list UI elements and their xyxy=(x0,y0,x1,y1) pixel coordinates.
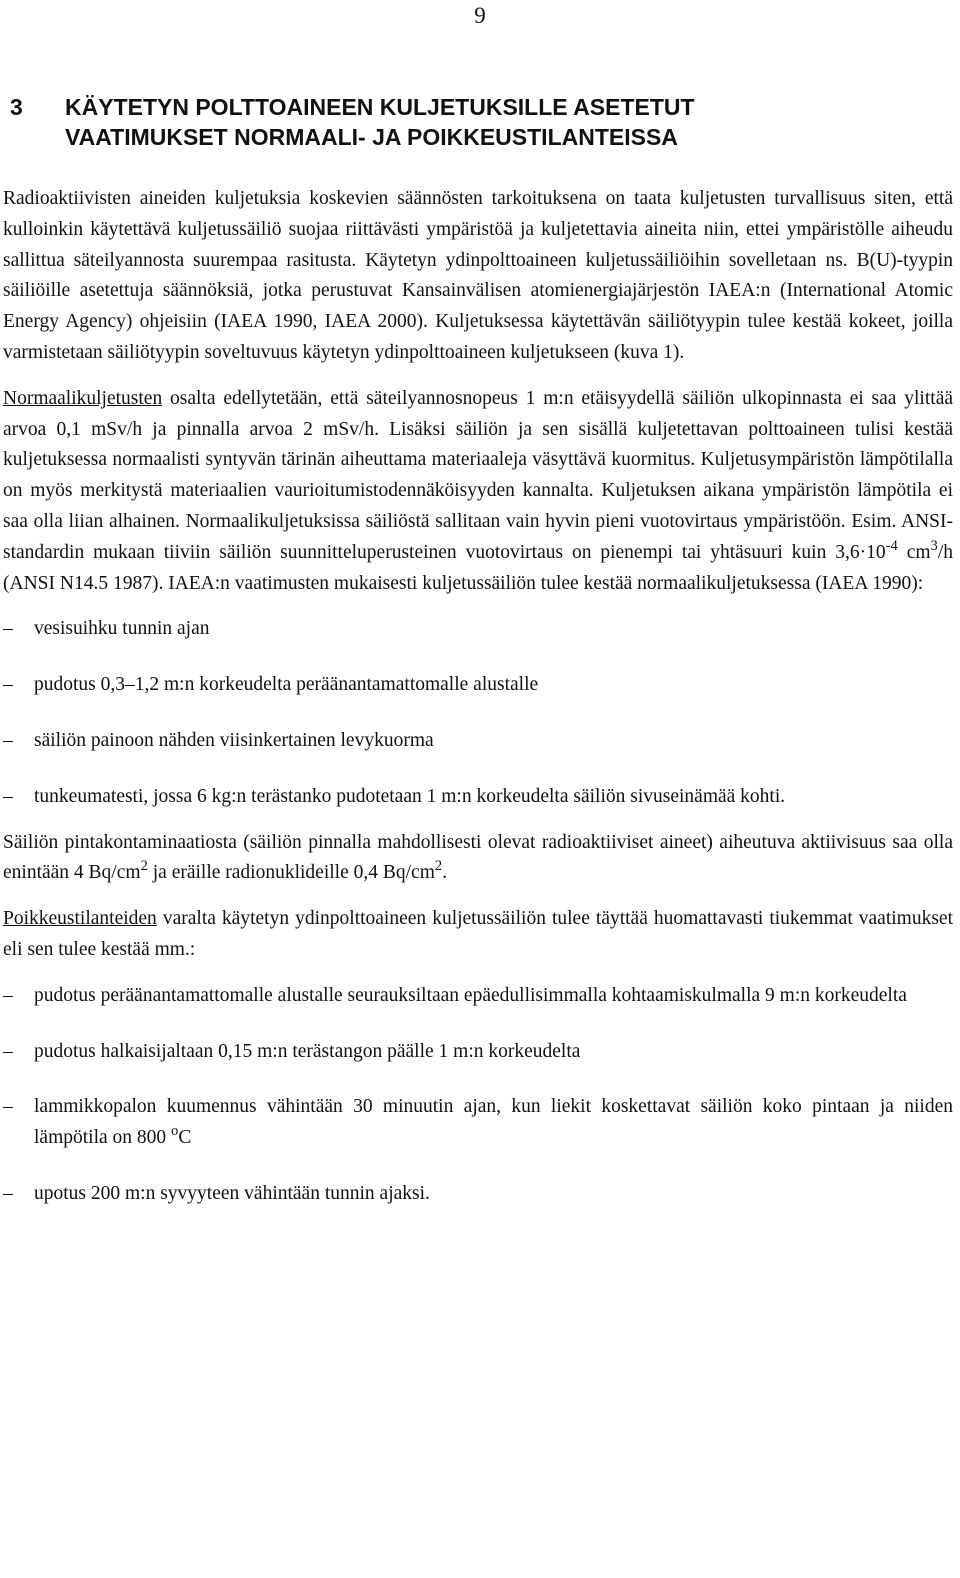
para2-text-c: /h (ANSI N14.5 1987). IAEA:n vaatimusten mukaisesti kuljetussäiliön tulee kestää normaalikuljetuksessa (IAEA 1990): xyxy=(3,541,954,594)
page-number: 9 xyxy=(474,3,486,28)
para4-text: varalta käytetyn ydinpolttoaineen kuljetussäiliön tulee täyttää huomattavasti tiukemmat vaatimukset eli sen tulee kestää mm.: xyxy=(3,908,953,960)
list-item: – pudotus halkaisijaltaan 0,15 m:n terästangon päälle 1 m:n korkeudelta xyxy=(3,1037,953,1068)
para2-text-a: osalta edellytetään, että säteilyannosnopeus 1 m:n etäisyydellä säiliön ulkopinnasta ei saa ylittää arvoa 0,1 mSv/h ja pinnalla arvoa 2 mSv/h. Lisäksi säiliön ja sen sisällä kuljetettavan polttoaineen tulisi kestää kuljetuksessa normaalisti syntyvän tärinän aiheuttama materiaaleja väsyttävä kuormitus. Kuljetusympäristön lämpötilalla on myös merkitystä materiaalien vaurioitumistodennäköisyyden kannalta. Kuljetuksen aikana ympäristön lämpötila ei saa olla liian alhainen. Normaalikuljetuksissa säiliöstä sallitaan vain hyvin pieni vuotovirtaus ympäristöön. Esim. ANSI-standardin mukaan tiiviin säiliön suunnitteluperusteinen vuotovirtaus on pienempi tai yhtäsuuri kuin 3,6·10 xyxy=(3,387,953,563)
para3-text-a: Säiliön pintakontaminaatiosta (säiliön pinnalla mahdollisesti olevat radioaktiiviset aineet) aiheutuva aktiivisuus saa olla enintään 4 Bq/cm xyxy=(3,831,953,884)
paragraph-normal-transport xyxy=(3,384,953,600)
section-title-line2: VAATIMUKSET NORMAALI- JA POIKKEUSTILANTEISSA xyxy=(65,124,678,150)
para3-text-c: . xyxy=(442,862,448,884)
list-item: – upotus 200 m:n syvyyteen vähintään tunnin ajaksi. xyxy=(3,1179,953,1210)
exponent-2: 2 xyxy=(434,858,443,875)
list-item: – tunkeumatesti, jossa 6 kg:n terästanko pudotetaan 1 m:n korkeudelta säiliön sivuseinämää kohti. xyxy=(3,782,953,813)
exponent-minus4: -4 xyxy=(885,537,898,554)
term-normal-transport: Normaalikuljetusten xyxy=(3,387,163,409)
list-item: – vesisuihku tunnin ajan xyxy=(3,614,953,645)
para2-text-b: cm xyxy=(897,541,931,563)
normal-test-list xyxy=(3,614,953,812)
exponent-2: 2 xyxy=(140,858,148,875)
accident-test-list xyxy=(3,981,953,1210)
section-number: 3 xyxy=(10,94,23,120)
term-accident-situations: Poikkeustilanteiden xyxy=(3,908,157,930)
heading-line-1 xyxy=(10,92,950,122)
list-item xyxy=(3,1092,953,1154)
paragraph-intro: Radioaktiivisten aineiden kuljetuksia koskevien säännösten tarkoituksena on taata kuljetusten turvallisuus siten, että kulloinkin käytettävä kuljetussäiliö suojaa riittävästi ympäristöä ja kuljetettavia aineita niin, ettei ympäristölle aiheudu sallittua säteilyannosta suurempaa rasitusta. Käytetyn ydinpolttoaineen kuljetussäiliöihin sovelletaan ns. B(U)-tyypin säiliöille asetettuja säännöksiä, jotka perustuvat Kansainvälisen atomienergiajärjestön IAEA:n (International Atomic Energy Agency) ohjeisiin (IAEA 1990, IAEA 2000). Kuljetuksessa käytettävän säiliötyypin tulee kestää kokeet, joilla varmistetaan säiliötyypin soveltuvuus käytetyn ydinpolttoaineen kuljetukseen (kuva 1). xyxy=(3,188,953,363)
list-item: – pudotus 0,3–1,2 m:n korkeudelta peräänantamattomalle alustalle xyxy=(3,670,953,701)
paragraph-contamination xyxy=(3,828,953,890)
degree-sup: o xyxy=(171,1123,179,1140)
paragraph-accident xyxy=(3,904,953,966)
exponent-3: 3 xyxy=(930,537,938,554)
section-title-line1: KÄYTETYN POLTTOAINEEN KULJETUKSILLE ASETETUT xyxy=(65,94,695,120)
item3-text: lammikkopalon kuumennus vähintään 30 minuutin ajan, kun liekit koskettavat säiliön koko pintaan ja niiden lämpötila on 800 xyxy=(34,1096,953,1149)
item3-end: C xyxy=(178,1127,192,1149)
para3-text-b: ja eräille radionuklideille 0,4 Bq/cm xyxy=(147,862,435,884)
list-item: – pudotus peräänantamattomalle alustalle seurauksiltaan epäedullisimmalla kohtaamiskulmalla 9 m:n korkeudelta xyxy=(3,981,953,1012)
list-item: – säiliön painoon nähden viisinkertainen levykuorma xyxy=(3,726,953,757)
document-body xyxy=(3,184,953,1225)
section-heading xyxy=(10,92,950,152)
